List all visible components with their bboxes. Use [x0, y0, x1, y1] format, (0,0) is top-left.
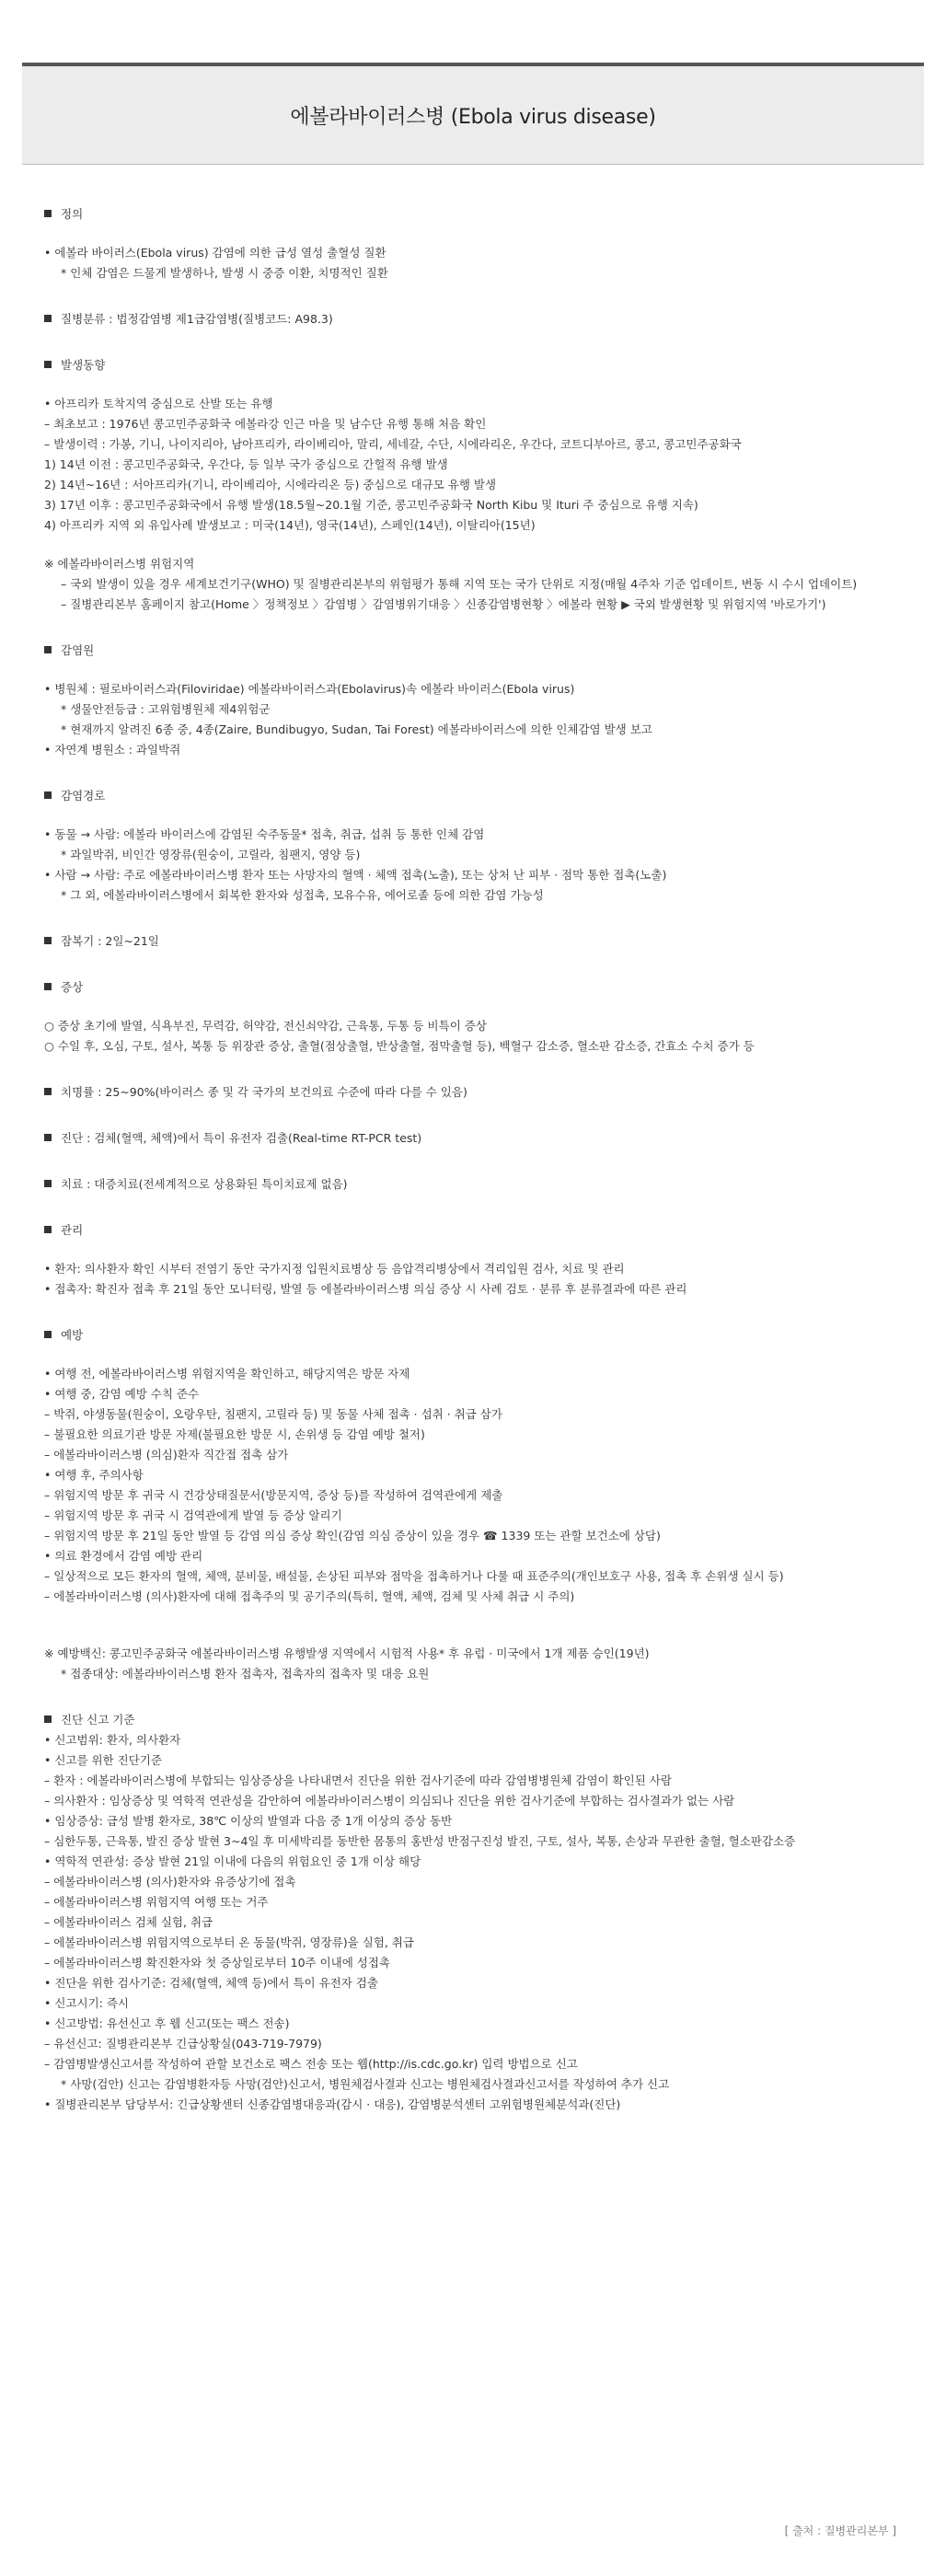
- section-heading-report: 진단 신고 기준: [44, 1710, 918, 1730]
- section-heading-trend: 발생동향: [44, 355, 918, 375]
- report-line: • 임상증상: 급성 발병 환자로, 38℃ 이상의 발열과 다음 중 1개 이상의 증상 동반: [44, 1814, 453, 1828]
- section-heading-definition: 정의: [44, 204, 918, 225]
- prevention-line: – 불필요한 의료기관 방문 자제(불필요한 방문 시, 손위생 등 감염 예방 철저): [44, 1427, 425, 1441]
- route-line: * 그 외, 에볼라바이러스병에서 회복한 환자와 성접촉, 모유수유, 에어로졸 등에 의한 감염 가능성: [61, 888, 544, 902]
- report-line: • 진단을 위한 검사기준: 검체(혈액, 체액 등)에서 특이 유전자 검출: [44, 1976, 378, 1990]
- section-heading-fatality: 치명률 : 25~90%(바이러스 종 및 각 국가의 보건의료 수준에 따라 다를 수 있음): [44, 1082, 918, 1103]
- report-line: – 에볼라바이러스병 (의사)환자와 유증상기에 접촉: [44, 1875, 296, 1889]
- section-heading-pathogen: 감염원: [44, 641, 918, 661]
- prevention-line: – 위험지역 방문 후 귀국 시 건강상태질문서(방문지역, 증상 등)를 작성하여 검역관에게 제출: [44, 1488, 503, 1502]
- report-line: – 에볼라바이러스병 위험지역 여행 또는 거주: [44, 1895, 269, 1909]
- square-bullet-icon: [44, 1180, 52, 1187]
- section-heading-classification: 질병분류 : 법정감염병 제1급감염병(질병코드: A98.3): [44, 309, 918, 329]
- report-line: * 사망(검안) 신고는 감염병환자등 사망(검안)신고서, 병원체검사결과 신고는 병원체검사결과신고서를 작성하여 추가 신고: [61, 2077, 670, 2091]
- square-bullet-icon: [44, 791, 52, 799]
- report-line: – 환자 : 에볼라바이러스병에 부합되는 임상증상을 나타내면서 진단을 위한 검사기준에 따라 감염병병원체 감염이 확인된 사람: [44, 1773, 672, 1787]
- section-heading-prevention: 예방: [44, 1325, 918, 1346]
- square-bullet-icon: [44, 1715, 52, 1723]
- square-bullet-icon: [44, 983, 52, 990]
- source-credit: [ 출처 : 질병관리본부 ]: [784, 2524, 896, 2537]
- square-bullet-icon: [44, 937, 52, 944]
- pathogen-line: • 병원체 : 필로바이러스과(Filoviridae) 에볼라바이러스과(Ebolavirus)속 에볼라 바이러스(Ebola virus): [44, 682, 575, 696]
- square-bullet-icon: [44, 210, 52, 217]
- trend-line: 1) 14년 이전 : 콩고민주공화국, 우간다, 등 일부 국가 중심으로 간헐적 유행 발생: [44, 457, 448, 471]
- prevention-line: – 에볼라바이러스병 (의사)환자에 대해 접촉주의 및 공기주의(특히, 혈액, 체액, 검체 및 사체 취급 시 주의): [44, 1589, 575, 1603]
- prevention-line: • 여행 중, 감염 예방 수칙 준수: [44, 1387, 200, 1401]
- square-bullet-icon: [44, 1226, 52, 1233]
- report-line: – 심한두통, 근육통, 발진 증상 발현 3~4일 후 미세박리를 동반한 몸통의 홍반성 반점구진성 발진, 구토, 설사, 복통, 손상과 무관한 출혈, 혈소판감소증: [44, 1834, 796, 1848]
- symptom-line: ○ 수일 후, 오심, 구토, 설사, 복통 등 위장관 증상, 출혈(점상출혈, 반상출혈, 점막출혈 등), 백혈구 감소증, 혈소판 감소증, 간효소 수치 증가 등: [44, 1039, 755, 1053]
- route-line: • 사람 → 사람: 주로 에볼라바이러스병 환자 또는 사망자의 혈액 · 체액 접촉(노출), 또는 상처 난 피부 · 점막 통한 접촉(노출): [44, 868, 667, 882]
- management-line: • 환자: 의사환자 확인 시부터 전염기 동안 국가지정 입원치료병상 등 음압격리병상에서 격리입원 검사, 치료 및 관리: [44, 1262, 625, 1276]
- prevention-line: • 의료 환경에서 감염 예방 관리: [44, 1549, 203, 1563]
- square-bullet-icon: [44, 315, 52, 322]
- square-bullet-icon: [44, 646, 52, 653]
- trend-line: 4) 아프리카 지역 외 유입사례 발생보고 : 미국(14년), 영국(14년), 스페인(14년), 이탈리아(15년): [44, 518, 536, 532]
- report-line: • 신고시기: 즉시: [44, 1996, 129, 2010]
- trend-line: – 발생이력 : 가봉, 기니, 나이지리아, 남아프리카, 라이베리아, 말리, 세네갈, 수단, 시에라리온, 우간다, 코트디부아르, 콩고, 콩고민주공화국: [44, 437, 742, 451]
- report-line: – 감염병발생신고서를 작성하여 관할 보건소로 팩스 전송 또는 웹(http://is.cdc.go.kr) 입력 방법으로 신고: [44, 2057, 578, 2071]
- pathogen-line: • 자연계 병원소 : 과일박쥐: [44, 743, 181, 757]
- document-content: [44, 204, 918, 2115]
- route-line: • 동물 → 사람: 에볼라 바이러스에 감염된 숙주동물* 접촉, 취급, 섭취 등 통한 인체 감염: [44, 827, 485, 841]
- square-bullet-icon: [44, 1331, 52, 1338]
- risk-area-link[interactable]: – 질병관리본부 홈페이지 참고(Home 〉정책정보 〉감염병 〉감염병위기대응 〉신종감염병현황 〉에볼라 현황 ▶ 국외 발생현황 및 위험지역 '바로가기'): [61, 597, 826, 611]
- section-heading-management: 관리: [44, 1220, 918, 1241]
- report-line: – 유선신고: 질병관리본부 긴급상황실(043-719-7979): [44, 2037, 322, 2050]
- report-line: – 에볼라바이러스 검체 실험, 취급: [44, 1915, 213, 1929]
- trend-line: • 아프리카 토착지역 중심으로 산발 또는 유행: [44, 397, 273, 410]
- definition-line: * 인체 감염은 드물게 발생하나, 발생 시 중증 이환, 치명적인 질환: [61, 266, 388, 280]
- square-bullet-icon: [44, 361, 52, 368]
- report-line: • 역학적 연관성: 증상 발현 21일 이내에 다음의 위험요인 중 1개 이상 해당: [44, 1854, 421, 1868]
- page-title: 에볼라바이러스병 (Ebola virus disease): [290, 105, 656, 129]
- management-line: • 접촉자: 확진자 접촉 후 21일 동안 모니터링, 발열 등 에볼라바이러스병 의심 증상 시 사례 검토 · 분류 후 분류결과에 따른 관리: [44, 1282, 687, 1296]
- prevention-line: – 일상적으로 모든 환자의 혈액, 체액, 분비물, 배설물, 손상된 피부와 점막을 접촉하거나 다룰 때 표준주의(개인보호구 사용, 접촉 후 손위생 실시 등): [44, 1569, 784, 1583]
- prevention-line: – 에볼라바이러스병 (의심)환자 직간접 접촉 삼가: [44, 1448, 289, 1461]
- risk-area-line: – 국외 발생이 있을 경우 세계보건기구(WHO) 및 질병관리본부의 위험평가 통해 지역 또는 국가 단위로 지정(매월 4주차 기준 업데이트, 변동 시 수시 업데이트): [61, 577, 858, 591]
- report-line: – 에볼라바이러스병 위험지역으로부터 온 동물(박쥐, 영장류)을 실험, 취급: [44, 1935, 414, 1949]
- prevention-line: • 여행 후, 주의사항: [44, 1468, 144, 1482]
- prevention-line: • 여행 전, 에볼라바이러스병 위험지역을 확인하고, 해당지역은 방문 자제: [44, 1367, 410, 1380]
- prevention-line: – 위험지역 방문 후 귀국 시 검역관에게 발열 등 증상 알리기: [44, 1508, 342, 1522]
- prevention-line: – 박쥐, 야생동물(원숭이, 오랑우탄, 침팬지, 고릴라 등) 및 동물 사체 접촉 · 섭취 · 취급 삼가: [44, 1407, 502, 1421]
- report-line: • 신고방법: 유선신고 후 웹 신고(또는 팩스 전송): [44, 2016, 290, 2030]
- prevention-line: – 위험지역 방문 후 21일 동안 발열 등 감염 의심 증상 확인(감염 의심 증상이 있을 경우 ☎ 1339 또는 관할 보건소에 상담): [44, 1529, 661, 1542]
- section-heading-incubation: 잠복기 : 2일~21일: [44, 931, 918, 952]
- report-line: • 신고를 위한 진단기준: [44, 1753, 162, 1767]
- report-line: • 질병관리본부 담당부서: 긴급상황센터 신종감염병대응과(감시 · 대응), 감염병분석센터 고위험병원체분석과(진단): [44, 2097, 621, 2111]
- report-line: – 에볼라바이러스병 확진환자와 첫 증상일로부터 10주 이내에 성접촉: [44, 1956, 390, 1970]
- trend-line: 2) 14년~16년 : 서아프리카(기니, 라이베리아, 시에라리온 등) 중심으로 대규모 유행 발생: [44, 478, 497, 491]
- definition-line: • 에볼라 바이러스(Ebola virus) 감염에 의한 급성 열성 출혈성 질환: [44, 246, 386, 260]
- section-heading-treatment: 치료 : 대증치료(전세계적으로 상용화된 특이치료제 없음): [44, 1174, 918, 1195]
- report-line: – 의사환자 : 임상증상 및 역학적 연관성을 감안하여 에볼라바이러스병이 의심되나 진단을 위한 검사기준에 부합하는 검사결과가 없는 사람: [44, 1794, 735, 1808]
- square-bullet-icon: [44, 1134, 52, 1141]
- vaccine-note: ※ 예방백신: 콩고민주공화국 에볼라바이러스병 유행발생 지역에서 시험적 사용* 후 유럽 · 미국에서 1개 제품 승인(19년): [44, 1646, 650, 1660]
- trend-line: 3) 17년 이후 : 콩고민주공화국에서 유행 발생(18.5월~20.1월 기준, 콩고민주공화국 North Kibu 및 Ituri 주 중심으로 유행 지속): [44, 498, 698, 512]
- section-heading-symptoms: 증상: [44, 977, 918, 998]
- pathogen-line: * 생물안전등급 : 고위험병원체 제4위험군: [61, 702, 271, 716]
- square-bullet-icon: [44, 1088, 52, 1095]
- pathogen-line: * 현재까지 알려진 6종 중, 4종(Zaire, Bundibugyo, Sudan, Tai Forest) 에볼라바이러스에 의한 인체감염 발생 보고: [61, 722, 652, 736]
- page-header: [22, 66, 924, 165]
- report-line: • 신고범위: 환자, 의사환자: [44, 1733, 181, 1747]
- symptom-line: ○ 증상 초기에 발열, 식욕부진, 무력감, 허약감, 전신쇠약감, 근육통, 두통 등 비특이 증상: [44, 1019, 487, 1033]
- route-line: * 과일박쥐, 비인간 영장류(원숭이, 고릴라, 침팬지, 영양 등): [61, 848, 361, 861]
- section-heading-diagnosis: 진단 : 검체(혈액, 체액)에서 특이 유전자 검출(Real-time RT-PCR test): [44, 1128, 918, 1149]
- vaccine-line: * 접종대상: 에볼라바이러스병 환자 접촉자, 접촉자의 접촉자 및 대응 요원: [61, 1667, 430, 1681]
- section-heading-route: 감염경로: [44, 786, 918, 806]
- risk-area-note: ※ 에볼라바이러스병 위험지역: [44, 557, 195, 571]
- trend-line: – 최초보고 : 1976년 콩고민주공화국 에볼라강 인근 마을 및 남수단 유행 통해 처음 확인: [44, 417, 487, 431]
